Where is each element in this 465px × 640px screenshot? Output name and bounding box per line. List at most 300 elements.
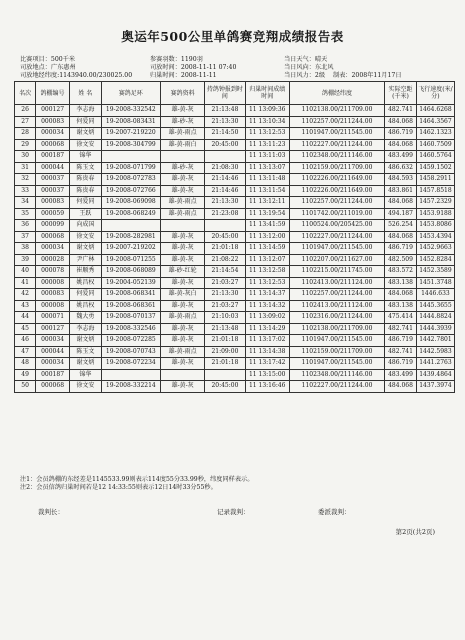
header-coords: 鸽棚经纬度 xyxy=(289,82,384,105)
cell-clock-time: 21:09:00 xyxy=(205,346,245,358)
cell-distance: 483.138 xyxy=(385,277,417,289)
cell-coords: 1102227.00/211244.00 xyxy=(289,231,384,243)
cell-clock-time: 21:23:08 xyxy=(205,208,245,220)
signature-referee: 裁判长： xyxy=(38,508,64,516)
cell-arrival-time: 11 13:16:46 xyxy=(245,381,289,393)
cell-distance: 482.509 xyxy=(385,254,417,266)
cell-clock-time: 21:08:22 xyxy=(205,254,245,266)
cell-name: 徐文安 xyxy=(69,231,101,243)
cell-coords: 1101947.00/211545.00 xyxy=(289,128,384,140)
cell-name: 谢文炳 xyxy=(69,243,101,255)
cell-coords: 1102207.00/211627.00 xyxy=(289,254,384,266)
cell-bird-info: 雄-黄-灰 xyxy=(160,300,204,312)
cell-bird-info: 雄-黄-灰 xyxy=(160,185,204,197)
cell-clock-time: 21:13:48 xyxy=(205,105,245,117)
cell-coords: 1102257.00/211244.00 xyxy=(289,197,384,209)
cell-arrival-time: 11 13:41:59 xyxy=(245,220,289,232)
cell-name: 陈玉文 xyxy=(69,346,101,358)
cell-loft-id: 000034 xyxy=(36,335,70,347)
meta-return-time: 归巢时间：2008-11-11 xyxy=(150,72,217,79)
header-rank: 名次 xyxy=(15,82,36,105)
table-row xyxy=(15,312,455,324)
cell-clock-time: 21:13:48 xyxy=(205,323,245,335)
cell-loft-id: 000099 xyxy=(36,220,70,232)
cell-name: 王跃 xyxy=(69,208,101,220)
cell-bird-info: 雄-砂-红轮 xyxy=(160,266,204,278)
cell-loft-id: 000059 xyxy=(36,208,70,220)
cell-coords: 1102227.00/211244.00 xyxy=(289,381,384,393)
cell-ring: 19-2008-068089 xyxy=(101,266,160,278)
cell-loft-id: 000068 xyxy=(36,231,70,243)
header-arrival-time: 归巢时间成绩时间 xyxy=(245,82,289,105)
cell-loft-id: 000083 xyxy=(36,116,70,128)
cell-clock-time xyxy=(205,151,245,163)
report-title: 奥运年500公里单鸽赛竞翔成绩报告表 xyxy=(121,29,344,44)
cell-name: 徐文安 xyxy=(69,139,101,151)
page-indicator: 第2页(共2页) xyxy=(395,528,435,536)
cell-distance: 484.068 xyxy=(385,116,417,128)
cell-coords: 1102413.00/211124.00 xyxy=(289,300,384,312)
cell-rank: 46 xyxy=(15,335,36,347)
cell-distance: 486.719 xyxy=(385,128,417,140)
cell-bird-info xyxy=(160,369,204,381)
cell-loft-id: 000187 xyxy=(36,369,70,381)
cell-distance: 482.741 xyxy=(385,323,417,335)
cell-distance: 484.068 xyxy=(385,381,417,393)
cell-name: 姚昌权 xyxy=(69,277,101,289)
cell-speed: 1464.6268 xyxy=(416,105,454,117)
cell-bird-info: 雄-黄-雨点 xyxy=(160,312,204,324)
cell-rank: 48 xyxy=(15,358,36,370)
cell-name: 陈贵春 xyxy=(69,174,101,186)
cell-bird-info: 雄-黄-灰 xyxy=(160,358,204,370)
cell-ring: 19-2008-069098 xyxy=(101,197,160,209)
cell-arrival-time: 11 13:12:11 xyxy=(245,197,289,209)
cell-arrival-time: 11 13:15:00 xyxy=(245,369,289,381)
cell-bird-info: 雄-黄-灰 xyxy=(160,381,204,393)
cell-ring: 19-2008-071799 xyxy=(101,162,160,174)
cell-bird-info: 雄-黄-灰 xyxy=(160,243,204,255)
cell-rank: 37 xyxy=(15,231,36,243)
meta-release-coords: 司放地经纬度:1143940.00/230025.00 xyxy=(20,72,133,79)
cell-speed: 1460.5764 xyxy=(416,151,454,163)
cell-loft-id: 000127 xyxy=(36,105,70,117)
cell-rank: 49 xyxy=(15,369,36,381)
cell-speed: 1462.1323 xyxy=(416,128,454,140)
cell-coords: 1101947.00/211545.00 xyxy=(289,358,384,370)
cell-speed: 1445.3655 xyxy=(416,300,454,312)
note-1: 注1：会员鸽棚的东经差是1145533.99则表示114度55分33.99秒，纬度同样表示。 xyxy=(20,476,254,483)
cell-name: 陈玉文 xyxy=(69,162,101,174)
table-row xyxy=(15,231,455,243)
table-row xyxy=(15,174,455,186)
meta-col-1 xyxy=(20,56,132,80)
cell-arrival-time: 11 13:17:42 xyxy=(245,358,289,370)
cell-bird-info: 雄-黄-灰 xyxy=(160,323,204,335)
cell-rank: 40 xyxy=(15,266,36,278)
cell-loft-id: 000028 xyxy=(36,254,70,266)
cell-arrival-time: 11 13:17:02 xyxy=(245,335,289,347)
cell-clock-time: 21:14:54 xyxy=(205,266,245,278)
cell-bird-info: 雄-黄-灰白 xyxy=(160,289,204,301)
cell-coords: 1102138.00/211709.00 xyxy=(289,105,384,117)
cell-coords: 1102227.00/211244.00 xyxy=(289,139,384,151)
cell-speed: 1452.3589 xyxy=(416,266,454,278)
cell-ring: 19-2007-219202 xyxy=(101,243,160,255)
cell-coords: 1102226.00/211649.00 xyxy=(289,185,384,197)
cell-arrival-time: 11 13:11:48 xyxy=(245,174,289,186)
cell-rank: 27 xyxy=(15,116,36,128)
table-header-row xyxy=(15,82,455,105)
table-row xyxy=(15,381,455,393)
cell-loft-id: 000068 xyxy=(36,381,70,393)
table-row xyxy=(15,220,455,232)
cell-speed: 1459.1502 xyxy=(416,162,454,174)
cell-clock-time: 21:01:18 xyxy=(205,243,245,255)
cell-rank: 45 xyxy=(15,323,36,335)
cell-distance: 483.861 xyxy=(385,185,417,197)
cell-speed: 1446.633 xyxy=(416,289,454,301)
signature-committee: 委派裁判： xyxy=(318,508,351,516)
cell-name: 谢文炳 xyxy=(69,128,101,140)
cell-speed: 1442.7801 xyxy=(416,335,454,347)
cell-coords: 1102159.00/211709.00 xyxy=(289,346,384,358)
cell-arrival-time: 11 13:12:53 xyxy=(245,277,289,289)
header-bird-info: 赛鸽资料 xyxy=(160,82,204,105)
meta-entries: 参赛羽数：1190羽 xyxy=(150,56,203,63)
cell-speed: 1437.3974 xyxy=(416,381,454,393)
table-row xyxy=(15,254,455,266)
table-row xyxy=(15,346,455,358)
cell-distance: 486.632 xyxy=(385,162,417,174)
cell-ring: 19-2008-071255 xyxy=(101,254,160,266)
cell-rank: 34 xyxy=(15,197,36,209)
cell-coords: 1102413.00/211124.00 xyxy=(289,277,384,289)
cell-coords: 1101947.00/211545.00 xyxy=(289,243,384,255)
cell-distance: 482.741 xyxy=(385,346,417,358)
cell-clock-time xyxy=(205,369,245,381)
table-row xyxy=(15,208,455,220)
cell-speed: 1457.8518 xyxy=(416,185,454,197)
table-row xyxy=(15,335,455,347)
cell-ring: 19-2008-072783 xyxy=(101,174,160,186)
cell-bird-info xyxy=(160,220,204,232)
cell-loft-id: 000083 xyxy=(36,197,70,209)
cell-clock-time: 21:08:30 xyxy=(205,162,245,174)
cell-ring: 19-2008-068361 xyxy=(101,300,160,312)
cell-speed: 1464.3567 xyxy=(416,116,454,128)
cell-arrival-time: 11 13:14:32 xyxy=(245,300,289,312)
cell-loft-id: 000044 xyxy=(36,346,70,358)
cell-ring: 19-2008-282981 xyxy=(101,231,160,243)
cell-speed: 1453.9188 xyxy=(416,208,454,220)
cell-loft-id: 000068 xyxy=(36,139,70,151)
cell-clock-time: 21:13:30 xyxy=(205,289,245,301)
cell-bird-info: 雄-黄-雨点 xyxy=(160,208,204,220)
cell-bird-info: 雄-黄-雨点 xyxy=(160,128,204,140)
cell-speed: 1457.2329 xyxy=(416,197,454,209)
cell-ring: 19-2008-068249 xyxy=(101,208,160,220)
cell-name: 姚昌权 xyxy=(69,300,101,312)
cell-coords: 1102226.00/211649.00 xyxy=(289,174,384,186)
cell-rank: 30 xyxy=(15,151,36,163)
header-ring: 赛鸽足环 xyxy=(101,82,160,105)
cell-speed: 1452.9663 xyxy=(416,243,454,255)
cell-arrival-time: 11 13:14:29 xyxy=(245,323,289,335)
cell-loft-id: 000034 xyxy=(36,358,70,370)
cell-distance: 483.138 xyxy=(385,300,417,312)
cell-clock-time: 21:14:50 xyxy=(205,128,245,140)
cell-coords: 1102348.00/211146.00 xyxy=(289,369,384,381)
cell-bird-info: 雄-黄-灰 xyxy=(160,254,204,266)
cell-loft-id: 000187 xyxy=(36,151,70,163)
cell-name: 李志海 xyxy=(69,323,101,335)
cell-clock-time: 21:10:03 xyxy=(205,312,245,324)
cell-arrival-time: 11 13:12:58 xyxy=(245,266,289,278)
cell-arrival-time: 11 13:14:37 xyxy=(245,289,289,301)
cell-rank: 36 xyxy=(15,220,36,232)
cell-speed: 1444.8824 xyxy=(416,312,454,324)
table-row xyxy=(15,323,455,335)
cell-coords: 1102348.00/211146.00 xyxy=(289,151,384,163)
cell-loft-id: 000037 xyxy=(36,174,70,186)
cell-distance: 526.254 xyxy=(385,220,417,232)
cell-name: 谢文炳 xyxy=(69,335,101,347)
cell-ring xyxy=(101,369,160,381)
cell-rank: 38 xyxy=(15,243,36,255)
cell-distance: 484.593 xyxy=(385,174,417,186)
cell-bird-info: 雄-砂-灰 xyxy=(160,116,204,128)
meta-weather: 当日天气：晴天 xyxy=(284,56,328,63)
cell-arrival-time: 11 13:10:34 xyxy=(245,116,289,128)
cell-rank: 28 xyxy=(15,128,36,140)
cell-clock-time: 21:14:46 xyxy=(205,174,245,186)
cell-loft-id: 000034 xyxy=(36,128,70,140)
meta-release-time: 司放时间：2008-11-11 07:40 xyxy=(150,64,237,71)
note-2: 注2：会员信鸽归巢时间若是12 14:33:55则表示12日14时33分55秒。 xyxy=(20,484,217,491)
cell-name: 锦华 xyxy=(69,369,101,381)
meta-col-2 xyxy=(150,56,236,80)
header-loft-id: 鸽棚编号 xyxy=(36,82,70,105)
cell-rank: 42 xyxy=(15,289,36,301)
cell-distance: 484.068 xyxy=(385,197,417,209)
cell-bird-info: 雄-砂-灰 xyxy=(160,162,204,174)
results-table xyxy=(14,81,455,393)
cell-loft-id: 000008 xyxy=(36,277,70,289)
meta-made-date: 制表：2008年11月17日 xyxy=(332,72,402,79)
cell-coords: 1102138.00/211709.00 xyxy=(289,323,384,335)
cell-coords: 1101947.00/211545.00 xyxy=(289,335,384,347)
cell-bird-info: 雄-黄-灰 xyxy=(160,174,204,186)
table-row xyxy=(15,116,455,128)
cell-ring: 19-2007-219220 xyxy=(101,128,160,140)
cell-name: 向成国 xyxy=(69,220,101,232)
cell-bird-info: 雄-黄-灰 xyxy=(160,277,204,289)
cell-loft-id: 000083 xyxy=(36,289,70,301)
cell-loft-id: 000034 xyxy=(36,243,70,255)
cell-speed: 1441.2763 xyxy=(416,358,454,370)
cell-distance: 475.414 xyxy=(385,312,417,324)
cell-name: 崔顺秀 xyxy=(69,266,101,278)
cell-bird-info: 雄-黄-雨点 xyxy=(160,197,204,209)
cell-coords: 1102215.00/211745.00 xyxy=(289,266,384,278)
table-row xyxy=(15,358,455,370)
cell-distance: 484.068 xyxy=(385,231,417,243)
cell-bird-info: 雄-黄-灰 xyxy=(160,335,204,347)
cell-clock-time: 21:13:30 xyxy=(205,197,245,209)
cell-ring: 19-2008-083431 xyxy=(101,116,160,128)
cell-ring: 19-2008-068341 xyxy=(101,289,160,301)
cell-clock-time: 21:01:18 xyxy=(205,335,245,347)
cell-rank: 26 xyxy=(15,105,36,117)
cell-arrival-time: 11 13:14:38 xyxy=(245,346,289,358)
cell-loft-id: 000127 xyxy=(36,323,70,335)
cell-clock-time: 21:03:27 xyxy=(205,300,245,312)
cell-rank: 39 xyxy=(15,254,36,266)
cell-name: 陈贵春 xyxy=(69,185,101,197)
cell-name: 何爱同 xyxy=(69,197,101,209)
cell-ring xyxy=(101,151,160,163)
cell-distance: 483.499 xyxy=(385,369,417,381)
meta-wind-force: 当日风力：2级 制表：2008年11月17日 xyxy=(284,72,402,79)
cell-ring: 19-2008-072234 xyxy=(101,358,160,370)
table-row xyxy=(15,185,455,197)
cell-speed: 1452.8284 xyxy=(416,254,454,266)
cell-loft-id: 000008 xyxy=(36,300,70,312)
meta-race-item: 比赛项目：500千米 xyxy=(20,56,76,63)
cell-arrival-time: 11 13:09:36 xyxy=(245,105,289,117)
cell-clock-time: 21:13:30 xyxy=(205,116,245,128)
meta-col-3 xyxy=(284,56,402,80)
cell-ring: 19-2008-070137 xyxy=(101,312,160,324)
cell-clock-time: 20:45:00 xyxy=(205,231,245,243)
cell-ring: 19-2008-304799 xyxy=(101,139,160,151)
cell-name: 尹广林 xyxy=(69,254,101,266)
cell-clock-time: 21:03:27 xyxy=(205,277,245,289)
cell-name: 徐文安 xyxy=(69,381,101,393)
cell-speed: 1460.7509 xyxy=(416,139,454,151)
cell-coords: 1102257.00/211244.00 xyxy=(289,116,384,128)
cell-arrival-time: 11 13:09:02 xyxy=(245,312,289,324)
cell-arrival-time: 11 13:12:00 xyxy=(245,231,289,243)
table-row xyxy=(15,243,455,255)
cell-clock-time xyxy=(205,220,245,232)
cell-distance: 494.187 xyxy=(385,208,417,220)
cell-name: 魏大勇 xyxy=(69,312,101,324)
meta-wind-direction: 当日风向：东北风 xyxy=(284,64,334,71)
cell-ring: 19-2008-072766 xyxy=(101,185,160,197)
cell-distance: 486.719 xyxy=(385,243,417,255)
notes xyxy=(20,476,253,492)
cell-rank: 44 xyxy=(15,312,36,324)
cell-coords: 1102257.00/211244.00 xyxy=(289,289,384,301)
table-row xyxy=(15,151,455,163)
cell-rank: 32 xyxy=(15,174,36,186)
cell-name: 锦华 xyxy=(69,151,101,163)
cell-speed: 1453.8086 xyxy=(416,220,454,232)
cell-name: 何爱同 xyxy=(69,116,101,128)
cell-arrival-time: 11 13:11:54 xyxy=(245,185,289,197)
cell-loft-id: 000037 xyxy=(36,185,70,197)
cell-distance: 483.572 xyxy=(385,266,417,278)
cell-distance: 482.741 xyxy=(385,105,417,117)
table-row xyxy=(15,139,455,151)
cell-speed: 1453.4394 xyxy=(416,231,454,243)
cell-speed: 1451.3748 xyxy=(416,277,454,289)
cell-speed: 1439.4864 xyxy=(416,369,454,381)
signature-recorder: 记录裁判： xyxy=(217,508,250,516)
cell-rank: 50 xyxy=(15,381,36,393)
cell-rank: 35 xyxy=(15,208,36,220)
cell-arrival-time: 11 13:12:53 xyxy=(245,128,289,140)
cell-ring xyxy=(101,220,160,232)
table-body xyxy=(15,105,455,393)
cell-ring: 19-2008-332546 xyxy=(101,323,160,335)
cell-distance: 486.719 xyxy=(385,335,417,347)
cell-bird-info: 雄-黄-雨点 xyxy=(160,346,204,358)
cell-coords: 1102316.00/211244.00 xyxy=(289,312,384,324)
meta-release-place: 司放地点：广东惠州 xyxy=(20,64,76,71)
table-row xyxy=(15,197,455,209)
table-row xyxy=(15,105,455,117)
cell-speed: 1444.3939 xyxy=(416,323,454,335)
cell-ring: 19-2008-070743 xyxy=(101,346,160,358)
header-clock-time: 持鸽钟报到时间 xyxy=(205,82,245,105)
cell-coords: 1101742.00/211019.00 xyxy=(289,208,384,220)
cell-speed: 1458.2911 xyxy=(416,174,454,186)
cell-loft-id: 000078 xyxy=(36,266,70,278)
cell-arrival-time: 11 13:12:07 xyxy=(245,254,289,266)
cell-coords: 1102159.00/211709.00 xyxy=(289,162,384,174)
cell-rank: 41 xyxy=(15,277,36,289)
cell-clock-time: 20:45:00 xyxy=(205,139,245,151)
cell-distance: 486.719 xyxy=(385,358,417,370)
cell-rank: 47 xyxy=(15,346,36,358)
cell-rank: 33 xyxy=(15,185,36,197)
cell-coords: 1100524.00/205425.00 xyxy=(289,220,384,232)
cell-loft-id: 000071 xyxy=(36,312,70,324)
cell-arrival-time: 11 13:19:54 xyxy=(245,208,289,220)
cell-bird-info xyxy=(160,151,204,163)
header-speed: 飞行速度(米/分) xyxy=(416,82,454,105)
cell-arrival-time: 11 13:13:07 xyxy=(245,162,289,174)
header-name: 姓 名 xyxy=(69,82,101,105)
table-row xyxy=(15,369,455,381)
cell-rank: 43 xyxy=(15,300,36,312)
table-row xyxy=(15,128,455,140)
cell-ring: 19-2008-332542 xyxy=(101,105,160,117)
cell-bird-info: 雄-黄-雨白 xyxy=(160,139,204,151)
cell-name: 谢文炳 xyxy=(69,358,101,370)
cell-rank: 31 xyxy=(15,162,36,174)
cell-distance: 483.499 xyxy=(385,151,417,163)
cell-name: 何爱同 xyxy=(69,289,101,301)
table-row xyxy=(15,266,455,278)
cell-distance: 484.068 xyxy=(385,289,417,301)
cell-bird-info: 雄-黄-灰 xyxy=(160,105,204,117)
cell-clock-time: 21:01:18 xyxy=(205,358,245,370)
table-row xyxy=(15,289,455,301)
cell-rank: 29 xyxy=(15,139,36,151)
table-row xyxy=(15,300,455,312)
cell-name: 李志海 xyxy=(69,105,101,117)
cell-distance: 484.068 xyxy=(385,139,417,151)
cell-loft-id: 000044 xyxy=(36,162,70,174)
table-row xyxy=(15,277,455,289)
header-distance: 实际空距(千米) xyxy=(385,82,417,105)
cell-speed: 1442.5983 xyxy=(416,346,454,358)
cell-ring: 19-2008-072285 xyxy=(101,335,160,347)
